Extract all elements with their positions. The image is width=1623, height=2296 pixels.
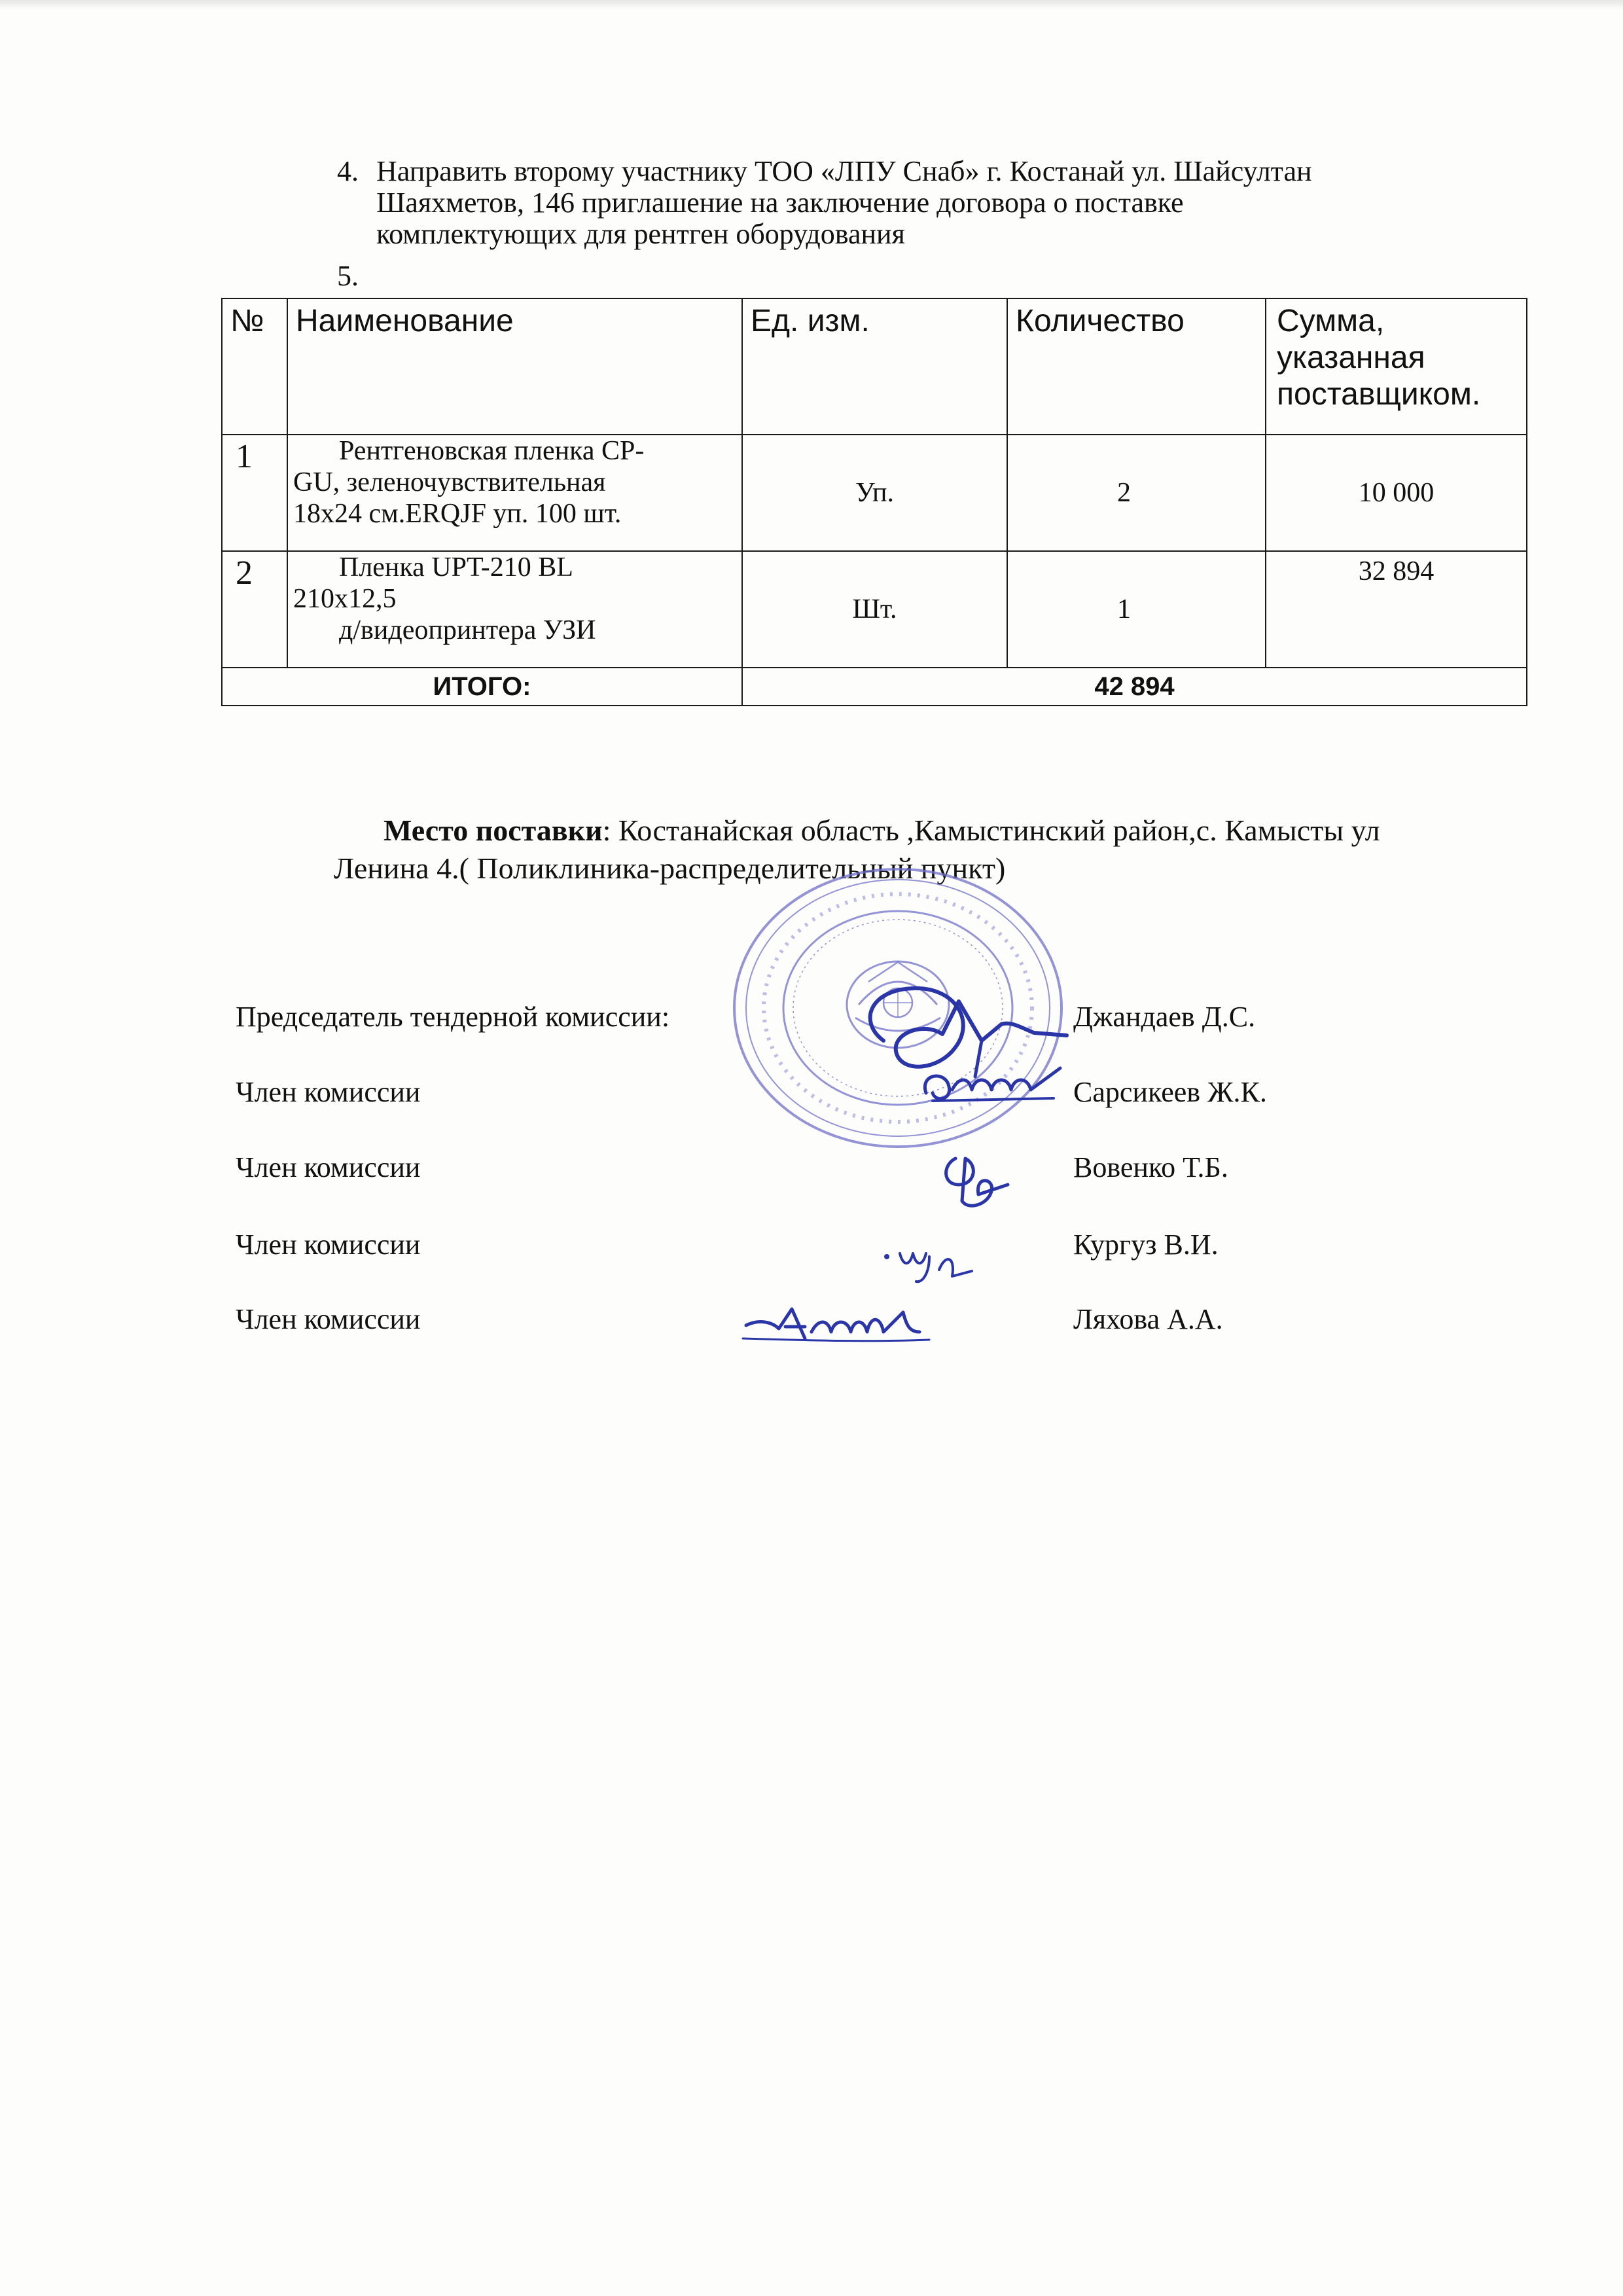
header-number: № bbox=[222, 298, 287, 435]
cell-name bbox=[287, 551, 742, 668]
list-item-number: 5. bbox=[337, 260, 359, 292]
cell-unit: Уп. bbox=[742, 435, 1007, 551]
header-name: Наименование bbox=[287, 298, 742, 435]
signer-name: Сарсикеев Ж.К. bbox=[1073, 1076, 1267, 1108]
signature-row bbox=[236, 1228, 1479, 1267]
cell-quantity: 1 bbox=[1007, 551, 1266, 668]
signer-name: Вовенко Т.Б. bbox=[1073, 1151, 1228, 1183]
cell-number: 1 bbox=[222, 435, 287, 551]
header-sum: Сумма, указанная поставщиком. bbox=[1266, 298, 1527, 435]
cell-name-line: 18х24 см.ERQJF уп. 100 шт. bbox=[293, 499, 622, 529]
list-item-number: 4. bbox=[337, 155, 359, 187]
cell-name-line: д/видеопринтера УЗИ bbox=[339, 615, 596, 645]
cell-sum: 32 894 bbox=[1266, 551, 1527, 668]
delivery-text: : Костанайская область ,Камыстинский район,с. Камысты ул Ленина 4.( Поликлиника-распределительный пункт) bbox=[334, 814, 1380, 885]
signer-role: Председатель тендерной комиссии: bbox=[236, 1001, 670, 1033]
signature-row bbox=[236, 1075, 1479, 1115]
list-item-4 bbox=[337, 156, 1515, 260]
header-unit: Ед. изм. bbox=[742, 298, 1007, 435]
list-item-text: Направить второму участнику ТОО «ЛПУ Снаб» г. Костанай ул. Шайсултан Шаяхметов, 146 приглашение на заключение договора о поставке комплектующих для рентген оборудования bbox=[376, 155, 1312, 250]
goods-table bbox=[221, 298, 1527, 706]
signer-name: Ляхова А.А. bbox=[1073, 1303, 1223, 1335]
signer-role: Член комиссии bbox=[236, 1303, 421, 1335]
total-value: 42 894 bbox=[742, 668, 1527, 706]
list-item-5 bbox=[337, 260, 468, 293]
table-total-row bbox=[222, 668, 1527, 706]
table-row bbox=[222, 551, 1527, 668]
cell-number: 2 bbox=[222, 551, 287, 668]
total-label: ИТОГО: bbox=[222, 668, 742, 706]
signature-row bbox=[236, 1000, 1479, 1039]
signer-role: Член комиссии bbox=[236, 1229, 421, 1261]
cell-name-line: GU, зеленочувствительная bbox=[293, 467, 606, 497]
signer-name: Джандаев Д.С. bbox=[1073, 1001, 1256, 1033]
signature-row bbox=[236, 1302, 1479, 1342]
cell-name-line: Пленка UPT-210 BL bbox=[339, 552, 573, 583]
header-quantity: Количество bbox=[1007, 298, 1266, 435]
cell-unit: Шт. bbox=[742, 551, 1007, 668]
delivery-label: Место поставки bbox=[383, 814, 603, 847]
scan-edge-shadow bbox=[0, 0, 1623, 9]
signer-role: Член комиссии bbox=[236, 1076, 421, 1108]
cell-name bbox=[287, 435, 742, 551]
cell-sum: 10 000 bbox=[1266, 435, 1527, 551]
signer-name: Кургуз В.И. bbox=[1073, 1229, 1219, 1261]
table-header-row bbox=[222, 298, 1527, 435]
table-row bbox=[222, 435, 1527, 551]
cell-name-line: Рентгеновская пленка СР- bbox=[339, 436, 645, 466]
signature-row bbox=[236, 1151, 1479, 1190]
signer-role: Член комиссии bbox=[236, 1151, 421, 1183]
cell-name-line: 210х12,5 bbox=[293, 584, 397, 614]
cell-quantity: 2 bbox=[1007, 435, 1266, 551]
